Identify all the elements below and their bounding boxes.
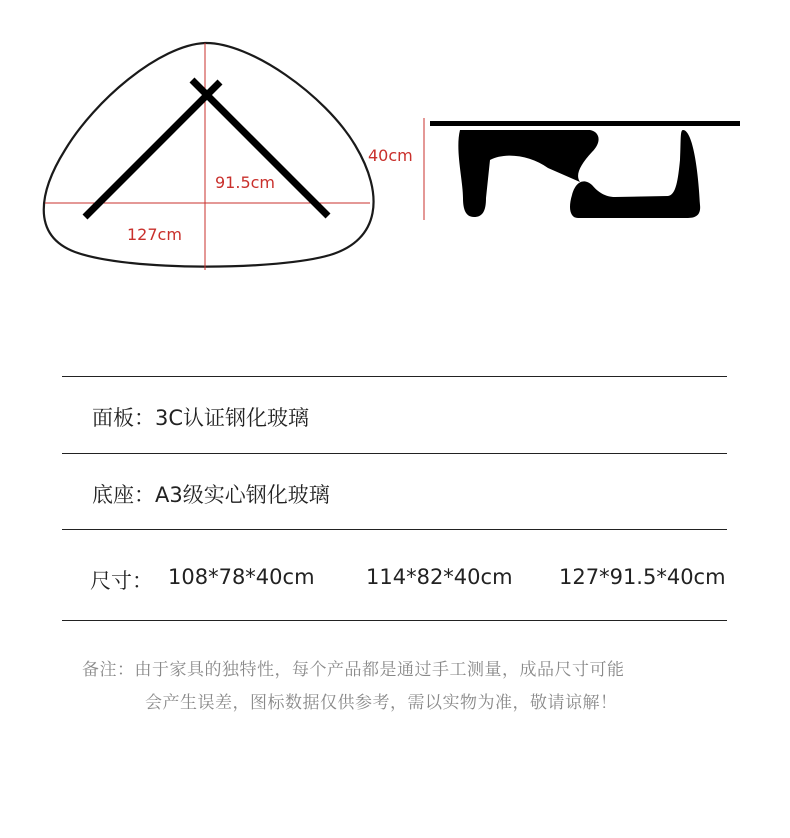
base-bar-left xyxy=(85,82,220,217)
depth-label: 91.5cm xyxy=(215,173,276,192)
size-option-large: 127*91.5*40cm xyxy=(559,565,726,589)
size-option-medium: 114*82*40cm xyxy=(366,565,513,589)
size-option-small: 108*78*40cm xyxy=(168,565,315,589)
glass-top-profile xyxy=(430,121,740,126)
base-bar-right xyxy=(192,80,328,216)
divider-3 xyxy=(62,529,727,530)
divider-bottom xyxy=(62,620,727,621)
divider-2 xyxy=(62,453,727,454)
product-dimension-diagram xyxy=(0,0,790,300)
size-label: 尺寸： xyxy=(90,569,153,593)
table-top-outline xyxy=(44,43,374,267)
width-label: 127cm xyxy=(127,225,182,244)
panel-spec: 面板：3C认证钢化玻璃 xyxy=(92,406,310,430)
height-label: 40cm xyxy=(368,146,413,165)
note-line-2: 会产生误差，图标数据仅供参考，需以实物为准，敬请谅解！ xyxy=(145,693,618,713)
divider-top xyxy=(62,376,727,377)
base-spec: 底座：A3级实心钢化玻璃 xyxy=(92,483,330,507)
note-line-1: 备注：由于家具的独特性，每个产品都是通过手工测量，成品尺寸可能 xyxy=(82,660,625,680)
